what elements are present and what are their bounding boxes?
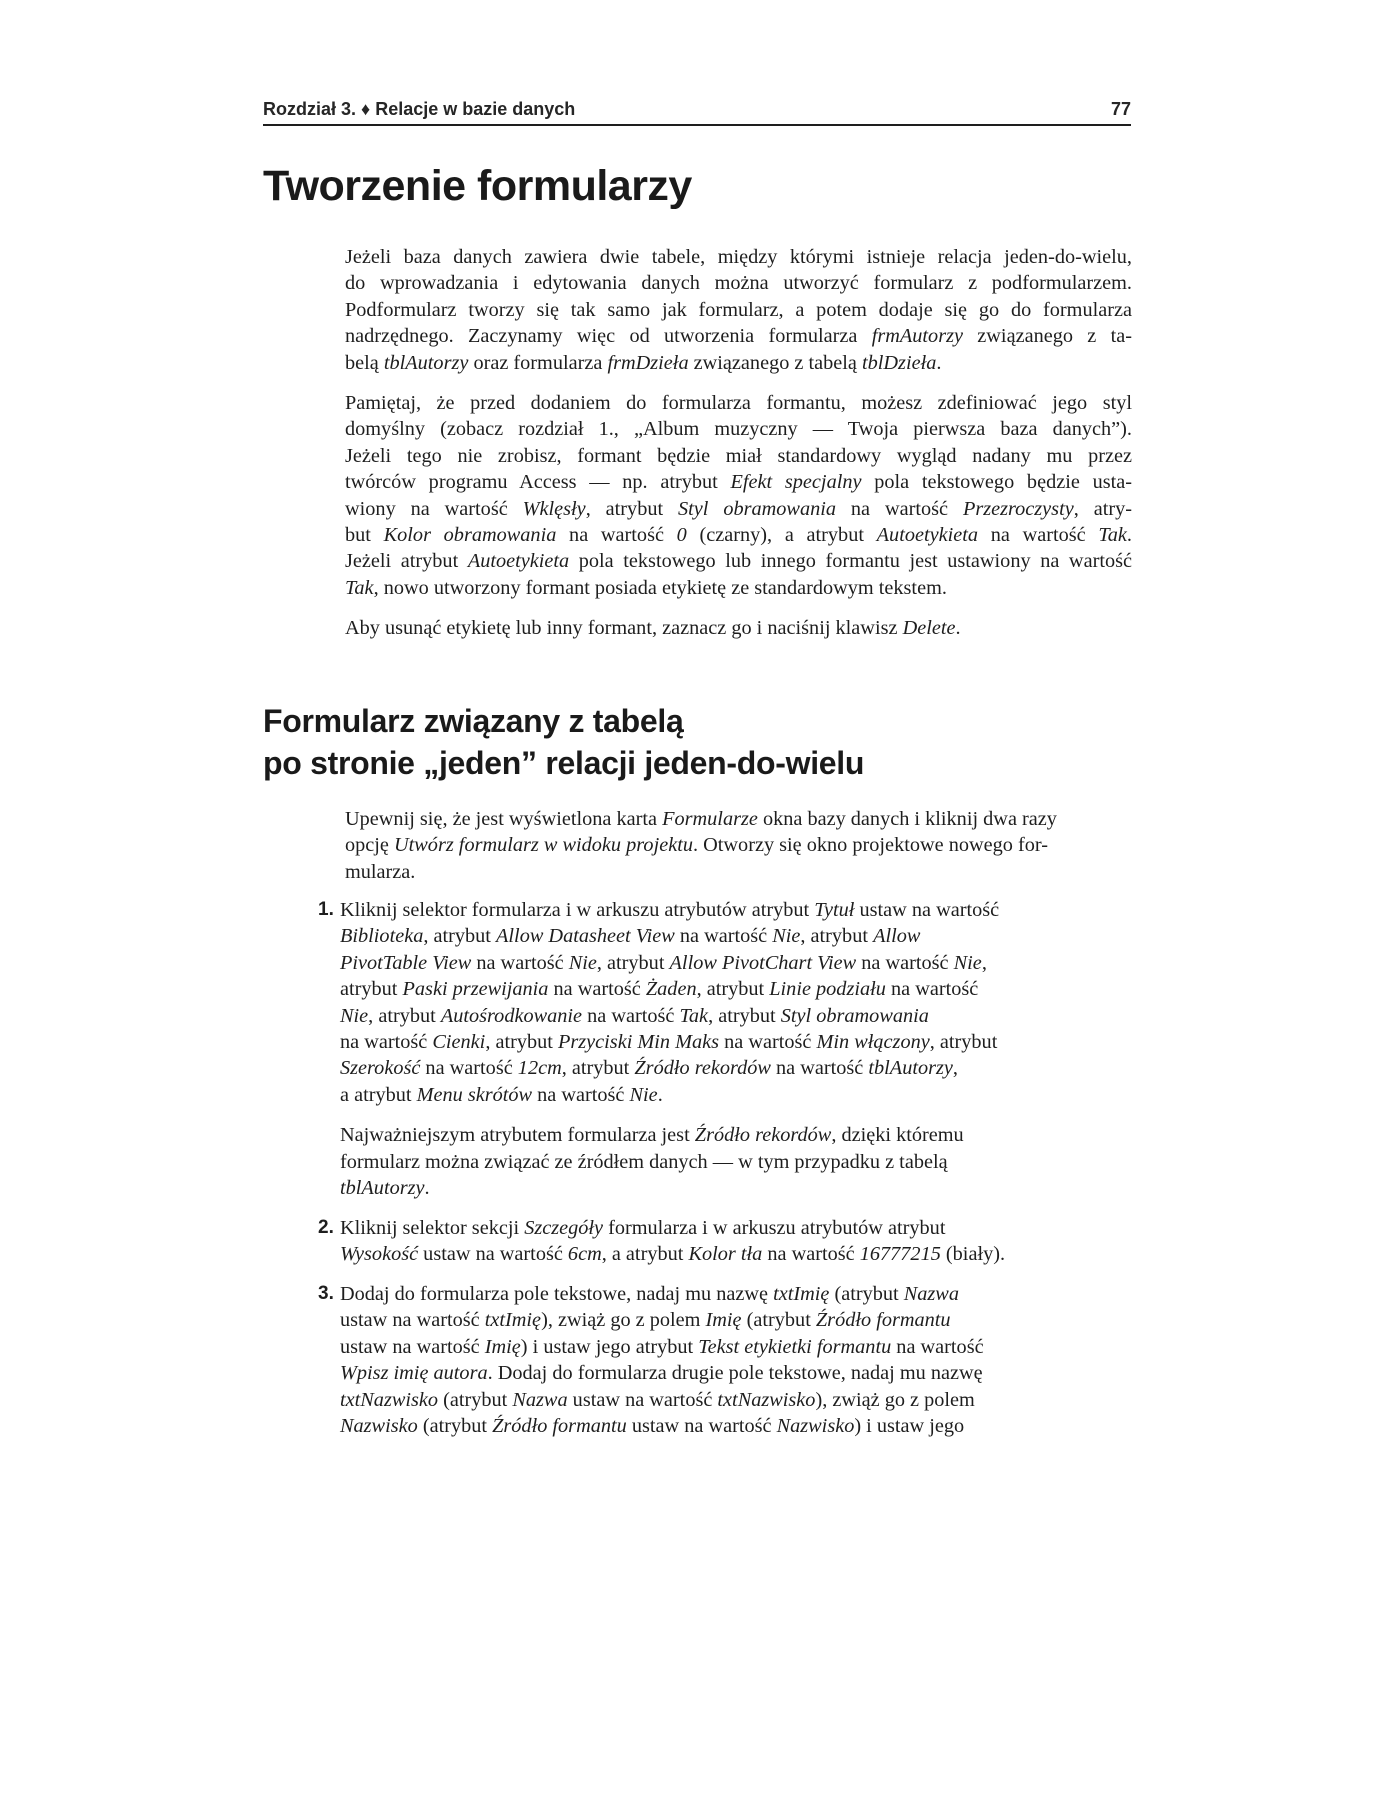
- section2-intro: [345, 806, 1132, 885]
- italic-term: Autoetykieta: [467, 550, 570, 573]
- list-item-3: [318, 1281, 1100, 1439]
- text-line: Nazwisko (atrybut Źródło formantu ustaw na wartość Nazwisko) i ustaw jego: [340, 1415, 965, 1438]
- text-line: wiony na wartość Wklęsły, atrybut Styl obramowania na wartość Przezroczysty, atry-: [345, 497, 1132, 520]
- italic-term: Nazwisko: [340, 1415, 418, 1438]
- italic-term: Wpisz imię autora: [340, 1362, 488, 1385]
- italic-term: Szczegóły: [524, 1217, 604, 1239]
- list-number: 2.: [318, 1217, 334, 1238]
- section-heading-tworzenie-formularzy: Tworzenie formularzy: [263, 162, 692, 210]
- italic-term: frmAutorzy: [871, 325, 963, 348]
- italic-term: Źródło rekordów: [694, 1124, 832, 1147]
- italic-term: 12cm: [517, 1057, 562, 1080]
- list-item-text: [340, 897, 1100, 1108]
- italic-term: Allow Datasheet View: [496, 925, 675, 948]
- italic-term: Tak: [679, 1004, 709, 1027]
- text-line: Wysokość ustaw na wartość 6cm, a atrybut Kolor tła na wartość 16777215 (biały).: [340, 1243, 1006, 1266]
- italic-term: Nie: [953, 951, 982, 974]
- list-item-note: [340, 1122, 1100, 1201]
- list-number: 1.: [318, 899, 334, 920]
- paragraph-open-design-view: [345, 806, 1132, 885]
- text-line: Najważniejszym atrybutem formularza jest Źródło rekordów, dzięki któremu: [340, 1124, 964, 1147]
- italic-term: txtNazwisko: [717, 1388, 816, 1411]
- text-line: tblAutorzy.: [340, 1177, 430, 1200]
- text-line: mularza.: [345, 860, 416, 883]
- italic-term: Tak: [1098, 524, 1127, 547]
- italic-term: txtImię: [484, 1309, 542, 1332]
- section-heading-line-1: Formularz związany z tabelą: [263, 703, 684, 739]
- text-line: Wpisz imię autora. Dodaj do formularza drugie pole tekstowe, nadaj mu nazwę: [340, 1362, 983, 1385]
- italic-term: Min włączony: [816, 1031, 930, 1054]
- text-line: opcję Utwórz formularz w widoku projektu. Otworzy się okno projektowe nowego for-: [345, 834, 1048, 857]
- italic-term: Formularze: [662, 808, 758, 830]
- text-line: na wartość Cienki, atrybut Przyciski Min Maks na wartość Min włączony, atrybut: [340, 1031, 998, 1054]
- running-header: [263, 98, 1131, 126]
- list-item-text: [340, 1215, 1100, 1268]
- list-item-text: [340, 1281, 1100, 1439]
- italic-term: Allow PivotChart View: [669, 951, 857, 974]
- italic-term: tblAutorzy: [868, 1057, 953, 1080]
- italic-term: txtImię: [773, 1283, 830, 1305]
- italic-term: txtNazwisko: [340, 1388, 439, 1411]
- text-line: PivotTable View na wartość Nie, atrybut Allow PivotChart View na wartość Nie,: [340, 951, 987, 974]
- text-line: Aby usunąć etykietę lub inny formant, zaznacz go i naciśnij klawisz Delete.: [345, 617, 961, 640]
- italic-term: Kolor obramowania: [383, 524, 557, 547]
- text-line: txtNazwisko (atrybut Nazwa ustaw na wartość txtNazwisko), zwiąż go z polem: [340, 1388, 975, 1411]
- text-line: formularz można związać ze źródłem danych — w tym przypadku z tabelą: [340, 1150, 948, 1173]
- list-item-2: [318, 1215, 1100, 1268]
- italic-term: Nie: [340, 1004, 369, 1027]
- italic-term: 0: [676, 524, 687, 547]
- paragraph-intro: [345, 244, 1132, 376]
- text-line: Jeżeli tego nie zrobisz, formant będzie miał standardowy wygląd nadany mu przez: [345, 444, 1132, 467]
- text-line: Szerokość na wartość 12cm, atrybut Źródło rekordów na wartość tblAutorzy,: [340, 1057, 958, 1080]
- text-line: ustaw na wartość Imię) i ustaw jego atrybut Tekst etykietki formantu na wartość: [340, 1335, 984, 1358]
- italic-term: 16777215: [859, 1243, 941, 1266]
- italic-term: Kolor tła: [688, 1243, 763, 1266]
- text-line: domyślny (zobacz rozdział 1., „Album muzyczny — Twoja pierwsza baza danych”).: [345, 418, 1132, 441]
- italic-term: Nie: [568, 951, 597, 974]
- text-line: twórców programu Access — np. atrybut Efekt specjalny pola tekstowego będzie usta-: [345, 471, 1132, 494]
- text-line: Jeżeli atrybut Autoetykieta pola tekstowego lub innego formantu jest ustawiony na wartość: [345, 550, 1132, 573]
- list-item-1: [318, 897, 1100, 1201]
- text-line: Kliknij selektor sekcji Szczegóły formularza i w arkuszu atrybutów atrybut: [340, 1217, 946, 1239]
- italic-term: Źródło formantu: [492, 1415, 627, 1438]
- italic-term: Allow: [873, 925, 921, 948]
- italic-term: Żaden: [645, 978, 697, 1001]
- italic-term: tblAutorzy: [383, 351, 469, 374]
- italic-term: Utwórz formularz w widoku projektu: [394, 834, 693, 857]
- paragraph-default-style: [345, 390, 1132, 601]
- italic-term: Paski przewijania: [402, 978, 549, 1001]
- italic-term: Szerokość: [340, 1057, 421, 1080]
- text-line: Pamiętaj, że przed dodaniem do formularza formantu, możesz zdefiniować jego styl: [345, 392, 1132, 415]
- italic-term: tblDzieła: [862, 351, 937, 374]
- italic-term: Styl obramowania: [780, 1004, 929, 1027]
- italic-term: Źródło rekordów: [634, 1057, 771, 1080]
- text-line: a atrybut Menu skrótów na wartość Nie.: [340, 1083, 663, 1106]
- italic-term: Tekst etykietki formantu: [698, 1335, 892, 1358]
- italic-term: Cienki: [432, 1031, 486, 1054]
- italic-term: tblAutorzy: [340, 1177, 425, 1200]
- italic-term: Autośrodkowanie: [440, 1004, 583, 1027]
- text-line: nadrzędnego. Zaczynamy więc od utworzenia formularza frmAutorzy związanego z ta-: [345, 325, 1132, 348]
- text-line: belą tblAutorzy oraz formularza frmDzieła związanego z tabelą tblDzieła.: [345, 351, 942, 374]
- italic-term: Przyciski Min Maks: [557, 1031, 720, 1054]
- text-line: Dodaj do formularza pole tekstowe, nadaj mu nazwę txtImię (atrybut Nazwa: [340, 1283, 959, 1305]
- text-line: atrybut Paski przewijania na wartość Żaden, atrybut Linie podziału na wartość: [340, 978, 979, 1001]
- italic-term: Nazwisko: [776, 1415, 855, 1438]
- italic-term: Nazwa: [903, 1283, 959, 1305]
- section1-body: [345, 244, 1132, 642]
- text-line: Jeżeli baza danych zawiera dwie tabele, między którymi istnieje relacja jeden-do-wielu,: [345, 246, 1132, 268]
- italic-term: Imię: [705, 1309, 742, 1332]
- italic-term: 6cm: [567, 1243, 602, 1266]
- italic-term: PivotTable View: [340, 951, 472, 974]
- text-line: ustaw na wartość txtImię), zwiąż go z polem Imię (atrybut Źródło formantu: [340, 1309, 951, 1332]
- italic-term: Tytuł: [814, 899, 855, 921]
- section-heading-formularz-zwiazany: [263, 700, 864, 784]
- chapter-title: Rozdział 3. ♦ Relacje w bazie danych: [263, 99, 576, 119]
- italic-term: Styl obramowania: [678, 497, 837, 520]
- italic-term: Przezroczysty: [962, 497, 1074, 520]
- text-line: Tak, nowo utworzony formant posiada etykietę ze standardowym tekstem.: [345, 576, 947, 599]
- italic-term: Autoetykieta: [876, 524, 979, 547]
- page-number: 77: [1110, 99, 1131, 119]
- italic-term: Nazwa: [512, 1388, 568, 1411]
- section-heading-line-2: po stronie „jeden” relacji jeden-do-wielu: [263, 745, 865, 781]
- italic-term: Delete: [902, 617, 956, 640]
- paragraph-delete-control: [345, 615, 1132, 641]
- italic-term: Biblioteka: [340, 925, 424, 948]
- italic-term: Menu skrótów: [416, 1083, 533, 1106]
- italic-term: Tak: [345, 576, 374, 599]
- text-line: Upewnij się, że jest wyświetlona karta Formularze okna bazy danych i kliknij dwa razy: [345, 808, 1057, 830]
- italic-term: Nie: [629, 1083, 658, 1106]
- list-number: 3.: [318, 1283, 334, 1304]
- italic-term: Linie podziału: [769, 978, 886, 1001]
- text-line: Biblioteka, atrybut Allow Datasheet View na wartość Nie, atrybut Allow: [340, 925, 921, 948]
- text-line: Nie, atrybut Autośrodkowanie na wartość Tak, atrybut Styl obramowania: [340, 1004, 929, 1027]
- text-line: but Kolor obramowania na wartość 0 (czarny), a atrybut Autoetykieta na wartość Tak.: [345, 524, 1132, 547]
- italic-term: Wklęsły: [522, 497, 586, 520]
- italic-term: Wysokość: [340, 1243, 419, 1266]
- text-line: Kliknij selektor formularza i w arkuszu atrybutów atrybut Tytuł ustaw na wartość: [340, 899, 1000, 921]
- italic-term: frmDzieła: [607, 351, 689, 374]
- italic-term: Imię: [484, 1335, 521, 1358]
- text-line: Podformularz tworzy się tak samo jak formularz, a potem dodaje się go do formularza: [345, 298, 1132, 321]
- italic-term: Źródło formantu: [815, 1309, 951, 1332]
- italic-term: Efekt specjalny: [730, 471, 862, 494]
- italic-term: Nie: [772, 925, 801, 948]
- text-line: do wprowadzania i edytowania danych można utworzyć formularz z podformularzem.: [345, 272, 1132, 295]
